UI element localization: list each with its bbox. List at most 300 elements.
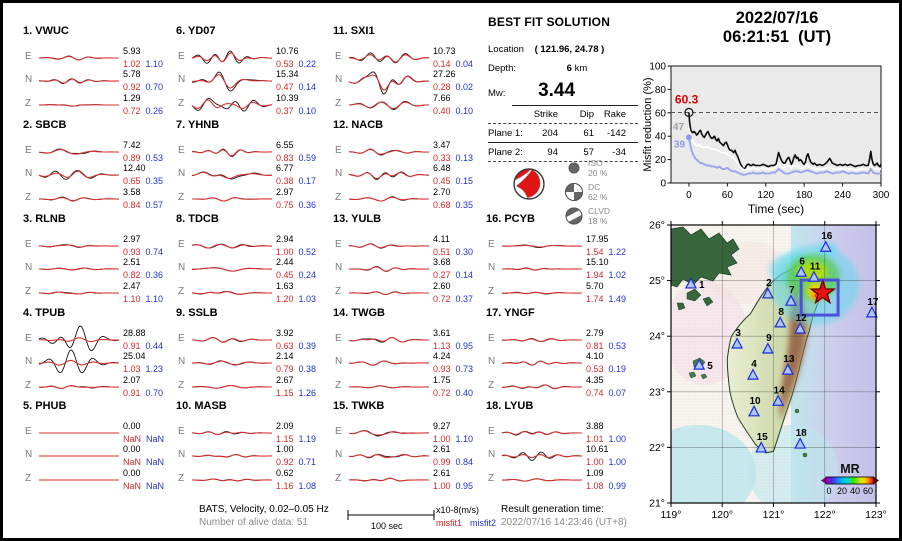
misfit2-value: 0.99 bbox=[608, 481, 627, 491]
misfit2-value: 0.10 bbox=[455, 106, 474, 116]
misfit2-value: 0.19 bbox=[608, 364, 627, 374]
misfit1-value: 1.08 bbox=[586, 481, 604, 491]
colorbar-tick-label: 60 bbox=[862, 486, 874, 496]
misfit2-value: 0.37 bbox=[455, 294, 474, 304]
station-header: 2. SBCB bbox=[23, 119, 67, 131]
misfit1-value: 1.15 bbox=[276, 434, 294, 444]
misfit-values bbox=[276, 176, 316, 186]
peak-amplitude: 17.95 bbox=[586, 234, 609, 244]
misfit-values bbox=[433, 200, 473, 210]
station-number-label: 4 bbox=[751, 359, 757, 371]
misfit-values bbox=[586, 457, 626, 467]
peak-amplitude: 2.61 bbox=[433, 444, 451, 454]
colorbar-title: MR bbox=[840, 462, 860, 476]
lon-tick-label: 122° bbox=[813, 509, 836, 521]
station-block-MASB bbox=[176, 400, 328, 506]
misfit-values bbox=[276, 153, 316, 163]
peak-amplitude: 4.11 bbox=[433, 234, 450, 244]
misfit-values bbox=[276, 364, 316, 374]
misfit2-value: 0.39 bbox=[298, 341, 317, 351]
station-block-NACB bbox=[333, 119, 485, 225]
misfit2-value: 0.73 bbox=[455, 364, 474, 374]
peak-amplitude: 7.66 bbox=[433, 93, 451, 103]
station-number-label: 7 bbox=[789, 285, 795, 297]
misfit2-value: 1.26 bbox=[298, 388, 317, 398]
peak-amplitude: 0.00 bbox=[123, 468, 141, 478]
component-label: Z bbox=[25, 192, 32, 203]
decomp-pct: 20 % bbox=[588, 168, 608, 178]
component-label: E bbox=[335, 145, 342, 156]
component-label: E bbox=[25, 426, 32, 437]
decomp-name: CLVD bbox=[588, 206, 611, 216]
misfit1-value: 0.45 bbox=[433, 176, 451, 186]
component-label: Z bbox=[335, 192, 342, 203]
misfit1-value: 0.72 bbox=[433, 294, 451, 304]
misfit-values bbox=[123, 176, 163, 186]
misfit-values bbox=[276, 294, 316, 304]
svg-text:240: 240 bbox=[834, 190, 851, 201]
misfit-values bbox=[433, 434, 473, 444]
misfit1-value: 1.54 bbox=[586, 247, 604, 257]
station-header: 5. PHUB bbox=[23, 400, 67, 412]
misfit1-legend: misfit1 bbox=[436, 518, 463, 528]
peak-amplitude: 5.70 bbox=[586, 281, 604, 291]
misfit2-value: 0.36 bbox=[145, 270, 164, 280]
station-number-label: 6 bbox=[799, 256, 805, 268]
peak-amplitude: 0.62 bbox=[276, 468, 294, 478]
misfit1-value: 1.00 bbox=[586, 457, 604, 467]
misfit-values bbox=[586, 481, 626, 491]
misfit2-value: 0.14 bbox=[298, 82, 317, 92]
component-label: E bbox=[25, 333, 32, 344]
misfit1-value: 0.37 bbox=[276, 106, 294, 116]
misfit1-value: 1.10 bbox=[123, 294, 141, 304]
station-header: 14. TWGB bbox=[333, 307, 385, 319]
component-label: Z bbox=[25, 473, 32, 484]
annotation-39: 39 bbox=[673, 139, 686, 151]
component-label: Z bbox=[335, 286, 342, 297]
misfit1-value: 1.00 bbox=[276, 247, 294, 257]
misfit1-value: 0.82 bbox=[123, 270, 141, 280]
station-block-PCYB bbox=[486, 213, 638, 319]
misfit2-value: 0.30 bbox=[455, 247, 474, 257]
station-number-label: 1 bbox=[698, 279, 705, 291]
location-label: Location bbox=[488, 44, 524, 55]
misfit2-value: 0.95 bbox=[455, 481, 474, 491]
misfit-values bbox=[586, 341, 626, 351]
misfit-values bbox=[586, 247, 626, 257]
component-label: N bbox=[178, 168, 186, 179]
misfit-values bbox=[123, 82, 163, 92]
misfit-values bbox=[123, 247, 163, 257]
station-block-TWKB bbox=[333, 400, 485, 506]
peak-amplitude: 0.00 bbox=[123, 444, 141, 454]
misfit1-value: 0.33 bbox=[433, 153, 451, 163]
misfit2-value: 0.74 bbox=[145, 247, 164, 257]
component-label: N bbox=[335, 168, 343, 179]
peak-amplitude: 3.68 bbox=[433, 257, 451, 267]
misfit2-value: 0.44 bbox=[145, 341, 164, 351]
peak-amplitude: 27.26 bbox=[433, 69, 456, 79]
time-scale-bar bbox=[346, 509, 436, 521]
origin-time: 06:21:51 (UT) bbox=[722, 28, 832, 46]
component-label: E bbox=[178, 239, 185, 250]
svg-text:300: 300 bbox=[872, 190, 890, 201]
misfit2-value: 0.70 bbox=[145, 388, 164, 398]
misfit-values bbox=[276, 247, 316, 257]
misfit-values bbox=[433, 106, 473, 116]
misfit2-value: 1.23 bbox=[145, 364, 164, 374]
misfit-values bbox=[276, 457, 316, 467]
component-label: E bbox=[178, 51, 185, 62]
station-number-label: 14 bbox=[773, 385, 785, 397]
component-label: E bbox=[335, 239, 342, 250]
misfit2-value: 0.36 bbox=[298, 200, 317, 210]
misfit1-value: 0.92 bbox=[276, 457, 294, 467]
misfit-values bbox=[123, 481, 164, 491]
peak-amplitude: 6.48 bbox=[433, 163, 451, 173]
svg-text:100: 100 bbox=[649, 61, 666, 73]
mw-value: 3.44 bbox=[538, 80, 576, 101]
misfit-values bbox=[433, 341, 473, 351]
misfit-values bbox=[586, 388, 626, 398]
station-header: 11. SXI1 bbox=[333, 25, 375, 37]
peak-amplitude: 10.73 bbox=[433, 46, 456, 56]
misfit-values bbox=[123, 457, 164, 467]
peak-amplitude: 2.61 bbox=[433, 468, 451, 478]
svg-text:180: 180 bbox=[795, 190, 813, 201]
station-block-YD07 bbox=[176, 25, 328, 131]
strike-header: Strike bbox=[533, 109, 558, 120]
station-block-VWUC bbox=[23, 25, 175, 131]
misfit2-value: 0.53 bbox=[145, 153, 164, 163]
misfit2-value: 0.40 bbox=[455, 388, 474, 398]
peak-amplitude: 3.47 bbox=[433, 140, 451, 150]
peak-amplitude: 1.09 bbox=[586, 468, 604, 478]
station-block-TPUB bbox=[23, 307, 175, 413]
station-block-SBCB bbox=[23, 119, 175, 225]
station-block-SSLB bbox=[176, 307, 328, 413]
svg-text:40: 40 bbox=[654, 131, 666, 143]
peak-amplitude: 3.92 bbox=[276, 328, 294, 338]
station-block-RLNB bbox=[23, 213, 175, 319]
misfit-values bbox=[276, 200, 316, 210]
station-header: 3. RLNB bbox=[23, 213, 66, 225]
y-axis-label: Misfit reduction (%) bbox=[642, 77, 654, 172]
peak-amplitude: 3.88 bbox=[586, 421, 604, 431]
peak-amplitude: 4.35 bbox=[586, 375, 604, 385]
misfit2-value: 1.10 bbox=[145, 59, 164, 69]
misfit-values bbox=[123, 153, 163, 163]
component-label: E bbox=[488, 333, 495, 344]
misfit1-value: NaN bbox=[123, 457, 142, 467]
peak-amplitude: 15.10 bbox=[586, 257, 609, 267]
misfit2-value: 0.53 bbox=[608, 341, 627, 351]
mw-row bbox=[488, 80, 575, 102]
data-info-line1: BATS, Velocity, 0.02–0.05 Hz bbox=[199, 504, 329, 515]
component-label: Z bbox=[25, 98, 32, 109]
misfit2-value: 0.71 bbox=[298, 457, 317, 467]
component-label: E bbox=[178, 145, 185, 156]
component-label: Z bbox=[178, 380, 185, 391]
misfit-values bbox=[433, 388, 473, 398]
misfit1-value: 1.03 bbox=[123, 364, 141, 374]
misfit-values bbox=[276, 434, 316, 444]
lat-tick-label: 21° bbox=[649, 497, 665, 510]
misfit1-value: 0.93 bbox=[123, 247, 141, 257]
misfit1-value: 0.74 bbox=[586, 388, 604, 398]
waveform-trace-LYUB-Z bbox=[502, 458, 582, 502]
misfit1-value: 1.00 bbox=[433, 481, 451, 491]
misfit1-value: 0.65 bbox=[123, 176, 141, 186]
misfit2-value: 0.10 bbox=[298, 106, 317, 116]
rule-solid-2 bbox=[488, 142, 638, 143]
misfit2-value: 1.03 bbox=[298, 294, 317, 304]
data-info-line2: Number of alive data: 51 bbox=[199, 517, 308, 528]
svg-text:0: 0 bbox=[686, 190, 692, 201]
lon-tick-label: 120° bbox=[711, 509, 734, 521]
misfit1-value: 0.83 bbox=[276, 153, 294, 163]
station-number-label: 12 bbox=[795, 312, 807, 324]
component-label: Z bbox=[488, 473, 495, 484]
annotation-60.3: 60.3 bbox=[674, 92, 699, 107]
peak-amplitude: 2.79 bbox=[586, 328, 604, 338]
component-label: E bbox=[178, 333, 185, 344]
component-label: E bbox=[488, 239, 495, 250]
misfit-values bbox=[276, 270, 316, 280]
misfit1-value: 0.40 bbox=[433, 106, 451, 116]
plane2-dip: 57 bbox=[583, 147, 594, 158]
misfit-values bbox=[123, 434, 164, 444]
component-label: E bbox=[25, 145, 32, 156]
component-label: E bbox=[335, 426, 342, 437]
misfit2-value: 0.14 bbox=[455, 270, 474, 280]
misfit1-value: 0.53 bbox=[586, 364, 604, 374]
rule-dashed-1 bbox=[488, 123, 638, 124]
misfit2-value: 0.59 bbox=[298, 153, 317, 163]
peak-amplitude: 15.34 bbox=[276, 69, 299, 79]
station-number-label: 2 bbox=[766, 277, 772, 289]
misfit-values bbox=[276, 341, 316, 351]
peak-amplitude: 7.42 bbox=[123, 140, 141, 150]
misfit-values bbox=[586, 270, 626, 280]
misfit1-value: 0.72 bbox=[123, 106, 141, 116]
peak-amplitude: 2.47 bbox=[123, 281, 141, 291]
misfit-values bbox=[433, 294, 473, 304]
misfit2-value: NaN bbox=[146, 457, 165, 467]
misfit-values bbox=[433, 82, 473, 92]
peak-amplitude: 4.10 bbox=[586, 351, 604, 361]
component-label: N bbox=[178, 262, 186, 273]
peak-amplitude: 5.78 bbox=[123, 69, 141, 79]
misfit2-value: 0.35 bbox=[145, 176, 164, 186]
station-number-label: 9 bbox=[766, 332, 772, 344]
misfit1-value: 0.68 bbox=[433, 200, 451, 210]
location-row bbox=[488, 44, 604, 55]
misfit2-value: 0.07 bbox=[608, 388, 627, 398]
depth-unit: km bbox=[574, 63, 588, 74]
rake-header: Rake bbox=[603, 109, 626, 120]
station-header: 18. LYUB bbox=[486, 400, 534, 412]
component-label: Z bbox=[335, 98, 342, 109]
blue-start-marker bbox=[686, 134, 692, 140]
peak-amplitude: 28.88 bbox=[123, 328, 146, 338]
misfit-values bbox=[123, 388, 163, 398]
peak-amplitude: 2.97 bbox=[276, 187, 294, 197]
misfit2-value: 0.35 bbox=[455, 200, 474, 210]
misfit1-value: 0.28 bbox=[433, 82, 451, 92]
misfit1-value: 1.94 bbox=[586, 270, 604, 280]
peak-amplitude: 6.55 bbox=[276, 140, 294, 150]
misfit2-value: 0.38 bbox=[298, 364, 317, 374]
taiwan-map bbox=[643, 215, 902, 541]
mw-label: Mw: bbox=[488, 88, 506, 99]
origin-time-title bbox=[666, 9, 888, 47]
station-block-LYUB bbox=[486, 400, 638, 506]
misfit1-value: 1.20 bbox=[276, 294, 294, 304]
component-label: Z bbox=[25, 380, 32, 391]
misfit-reduction-chart bbox=[641, 58, 902, 220]
misfit1-value: 1.13 bbox=[433, 341, 451, 351]
peak-amplitude: 2.97 bbox=[123, 234, 141, 244]
misfit-values bbox=[123, 59, 163, 69]
station-number-label: 16 bbox=[821, 231, 833, 243]
misfit1-value: 0.72 bbox=[433, 388, 451, 398]
component-label: N bbox=[335, 356, 343, 367]
peak-amplitude: 1.75 bbox=[433, 375, 451, 385]
colorbar-tick-label: 40 bbox=[849, 486, 861, 496]
generation-time-label: Result generation time: bbox=[501, 504, 604, 515]
lat-tick-label: 24° bbox=[649, 330, 665, 343]
misfit-values bbox=[433, 247, 473, 257]
station-block-YNGF bbox=[486, 307, 638, 413]
svg-text:60: 60 bbox=[654, 108, 666, 120]
peak-amplitude: 2.14 bbox=[276, 351, 294, 361]
station-number-label: 11 bbox=[809, 261, 821, 273]
component-label: E bbox=[25, 239, 32, 250]
station-block-PHUB bbox=[23, 400, 175, 506]
misfit1-value: 0.27 bbox=[433, 270, 451, 280]
station-number-label: 15 bbox=[756, 431, 768, 443]
peak-amplitude: 6.77 bbox=[276, 163, 294, 173]
misfit2-value: 0.13 bbox=[455, 153, 474, 163]
component-label: N bbox=[335, 449, 343, 460]
plane2-label: Plane 2: bbox=[488, 147, 523, 158]
station-block-YHNB bbox=[176, 119, 328, 225]
best-fit-heading: BEST FIT SOLUTION bbox=[488, 15, 611, 29]
misfit1-value: 0.93 bbox=[433, 364, 451, 374]
dip-header: Dip bbox=[579, 109, 594, 120]
misfit-values bbox=[276, 82, 316, 92]
misfit2-value: 0.57 bbox=[145, 200, 164, 210]
svg-text:60: 60 bbox=[721, 190, 733, 201]
misfit-legend bbox=[436, 518, 496, 529]
decomp-pct: 62 % bbox=[588, 192, 608, 202]
misfit2-value: NaN bbox=[146, 434, 165, 444]
scale-label: 100 sec bbox=[371, 521, 403, 531]
plane2-rake: -34 bbox=[612, 147, 626, 158]
component-label: Z bbox=[488, 380, 495, 391]
component-label: Z bbox=[178, 192, 185, 203]
peak-amplitude: 9.27 bbox=[433, 421, 451, 431]
misfit2-value: 0.22 bbox=[298, 59, 317, 69]
station-header: 8. TDCB bbox=[176, 213, 219, 225]
depth-label: Depth: bbox=[488, 63, 516, 74]
misfit2-value: 1.00 bbox=[608, 434, 627, 444]
station-header: 4. TPUB bbox=[23, 307, 66, 319]
misfit-values bbox=[276, 59, 316, 69]
station-header: 7. YHNB bbox=[176, 119, 220, 131]
misfit-values bbox=[123, 200, 163, 210]
component-label: Z bbox=[178, 98, 185, 109]
misfit1-value: 0.92 bbox=[123, 82, 141, 92]
svg-text:0: 0 bbox=[660, 178, 666, 190]
plane2-row bbox=[488, 147, 626, 158]
component-label: E bbox=[25, 51, 32, 62]
misfit-values bbox=[433, 364, 473, 374]
amplitude-unit-label: x10-8(m/s) bbox=[436, 505, 480, 515]
generation-time-value: 2022/07/16 14:23:46 (UT+8) bbox=[501, 517, 627, 528]
misfit1-value: 0.99 bbox=[433, 457, 451, 467]
station-header: 17. YNGF bbox=[486, 307, 535, 319]
peak-amplitude: 0.00 bbox=[123, 421, 141, 431]
misfit2-value: 0.26 bbox=[145, 106, 164, 116]
misfit1-value: 0.75 bbox=[276, 200, 294, 210]
station-block-TWGB bbox=[333, 307, 485, 413]
station-number-label: 17 bbox=[867, 296, 879, 308]
misfit1-value: 0.47 bbox=[276, 82, 294, 92]
component-label: Z bbox=[335, 473, 342, 484]
peak-amplitude: 5.93 bbox=[123, 46, 141, 56]
misfit1-value: 0.89 bbox=[123, 153, 141, 163]
waveform-trace-TWKB-Z bbox=[349, 458, 429, 502]
misfit1-value: NaN bbox=[123, 434, 142, 444]
component-label: N bbox=[178, 449, 186, 460]
misfit-values bbox=[123, 364, 163, 374]
misfit-values bbox=[276, 388, 316, 398]
component-label: N bbox=[335, 74, 343, 85]
lon-tick-label: 119° bbox=[660, 509, 682, 521]
station-block-TDCB bbox=[176, 213, 328, 319]
misfit2-value: 0.04 bbox=[455, 59, 474, 69]
misfit2-value: 1.10 bbox=[455, 434, 474, 444]
rule-solid-1 bbox=[512, 105, 638, 106]
lon-tick-label: 121° bbox=[762, 509, 785, 521]
misfit1-value: 0.38 bbox=[276, 176, 294, 186]
misfit2-value: 0.15 bbox=[455, 176, 474, 186]
beachball-icon bbox=[511, 166, 547, 202]
component-label: N bbox=[25, 168, 33, 179]
station-header: 16. PCYB bbox=[486, 213, 535, 225]
peak-amplitude: 10.76 bbox=[276, 46, 299, 56]
misfit1-value: 1.15 bbox=[276, 388, 294, 398]
component-label: N bbox=[178, 356, 186, 367]
annotation-47: 47 bbox=[672, 122, 685, 134]
peak-amplitude: 2.70 bbox=[433, 187, 451, 197]
misfit-values bbox=[433, 59, 473, 69]
misfit2-value: 0.84 bbox=[455, 457, 474, 467]
misfit2-value: 1.49 bbox=[608, 294, 627, 304]
station-header: 12. NACB bbox=[333, 119, 384, 131]
misfit-values bbox=[123, 341, 163, 351]
lat-tick-label: 22° bbox=[649, 441, 665, 454]
component-label: E bbox=[178, 426, 185, 437]
peak-amplitude: 2.94 bbox=[276, 234, 294, 244]
orchid-island bbox=[803, 453, 807, 457]
station-block-SXI1 bbox=[333, 25, 485, 131]
misfit1-value: 1.74 bbox=[586, 294, 604, 304]
misfit2-value: 1.00 bbox=[608, 457, 627, 467]
